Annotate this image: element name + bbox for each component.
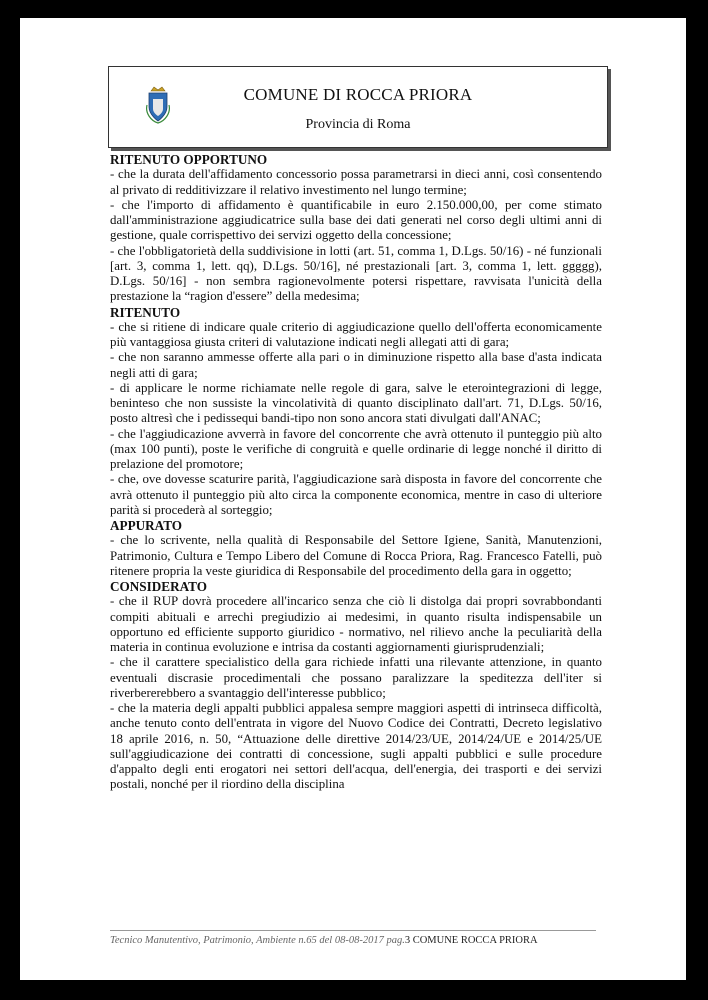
paragraph: - che, ove dovesse scaturire parità, l'aggiudicazione sarà disposta in favore del concorrente che avrà ottenuto il punteggio più alto circa la componente economica, mentre in caso di ulteriore parità si procederà al sorteggio;	[110, 472, 602, 517]
footer-municipality: COMUNE ROCCA PRIORA	[412, 935, 538, 946]
document-page	[20, 18, 686, 980]
footer-text: Tecnico Manutentivo, Patrimonio, Ambiente n.65 del 08-08-2017 pag.	[110, 935, 405, 946]
section-heading: APPURATO	[110, 518, 183, 533]
town-name: COMUNE DI ROCCA PRIORA	[243, 85, 473, 104]
paragraph: - che il RUP dovrà procedere all'incarico senza che ciò li distolga dai propri sovrabbondanti compiti abituali e arrechi pregiudizio ai medesimi, in quanto risulta indispensabile un opportuno ed efficiente supporto giuridico - normativo, nel rilievo anche la peculiarità della materia in continua evoluzione e intrisa da costanti aggiornamenti giurisprudenziali;	[110, 594, 602, 654]
footer-divider	[110, 930, 596, 931]
paragraph: - che l'aggiudicazione avverrà in favore del concorrente che avrà ottenuto il punteggio più alto (max 100 punti), poste le verifiche di congruità e quelle ordinarie di legge nonché il diritto di prelazione del promotore;	[110, 426, 602, 471]
paragraph: - che la durata dell'affidamento concessorio possa parametrarsi in dieci anni, così consentendo al privato di redditivizzare il relativo investimento nel lungo termine;	[110, 167, 602, 197]
paragraph: - che non saranno ammesse offerte alla pari o in diminuzione rispetto alla base d'asta indicata negli atti di gara;	[110, 350, 602, 380]
paragraph: - di applicare le norme richiamate nelle regole di gara, salve le eterointegrazioni di legge, beninteso che non sussiste la vincolatività di quanto disciplinato dall'art. 71, D.Lgs. 50/16, posto altresì che i pedissequi bandi-tipo non sono ancora stati divulgati dall'ANAC;	[110, 380, 602, 426]
paragraph: - che si ritiene di indicare quale criterio di aggiudicazione quello dell'offerta economicamente più vantaggiosa giusta criteri di valutazione indicati negli allegati atti di gara;	[110, 319, 602, 349]
paragraph: - che l'importo di affidamento è quantificabile in euro 2.150.000,00, per come stimato dall'amministrazione aggiudicatrice sulla base dei dati generati nel corso degli ultimi anni di gestione, quale corrispettivo dei servizi oggetto della concessione;	[110, 197, 602, 243]
document-body	[110, 152, 602, 793]
paragraph: - che il carattere specialistico della gara richiede infatti una rilevante attenzione, in quanto eventuali discrasie procedimentali che possano paralizzare la speditezza dell'iter si riverbererebbero a svantaggio dell'interesse pubblico;	[110, 655, 602, 700]
paragraph: - che l'obbligatorietà della suddivisione in lotti (art. 51, comma 1, D.Lgs. 50/16) - né funzionali [art. 3, comma 1, lett. qq), D.Lgs. 50/16], né prestazionali [art. 3, comma 1, lett. ggggg), D.Lgs. 50/16] - non sembra ragionevolmente potersi rispettare, ravvisata l'unicità della prestazione la “ragion d'essere” della medesima;	[110, 243, 602, 304]
letterhead	[108, 66, 608, 148]
page-footer	[110, 935, 630, 946]
page-number: 3	[404, 935, 411, 946]
province-name: Provincia di Roma	[305, 117, 411, 132]
section-heading: RITENUTO OPPORTUNO	[110, 152, 268, 167]
section-heading: CONSIDERATO	[110, 579, 207, 594]
paragraph: - che la materia degli appalti pubblici appalesa sempre maggiori aspetti di intrinseca difficoltà, anche tenuto conto dell'entrata in vigore del Nuovo Codice dei Contratti, Decreto legislativo 18 aprile 2016, n. 50, “Attuazione delle direttive 2014/23/UE, 2014/24/UE e 2014/25/UE sull'aggiudicazione dei contratti di concessione, sugli appalti pubblici e sulle procedure d'appalto degli enti erogatori nei settori dell'acqua, dell'energia, dei trasporti e dei servizi postali, nonché per il riordino della disciplina	[110, 701, 602, 792]
section-heading: RITENUTO	[110, 304, 181, 320]
paragraph: - che lo scrivente, nella qualità di Responsabile del Settore Igiene, Sanità, Manutenzioni, Patrimonio, Cultura e Tempo Libero del Comune di Rocca Priora, Rag. Francesco Fatelli, può ritenere propria la veste giuridica di Responsabile del procedimento della gara in oggetto;	[110, 533, 602, 578]
